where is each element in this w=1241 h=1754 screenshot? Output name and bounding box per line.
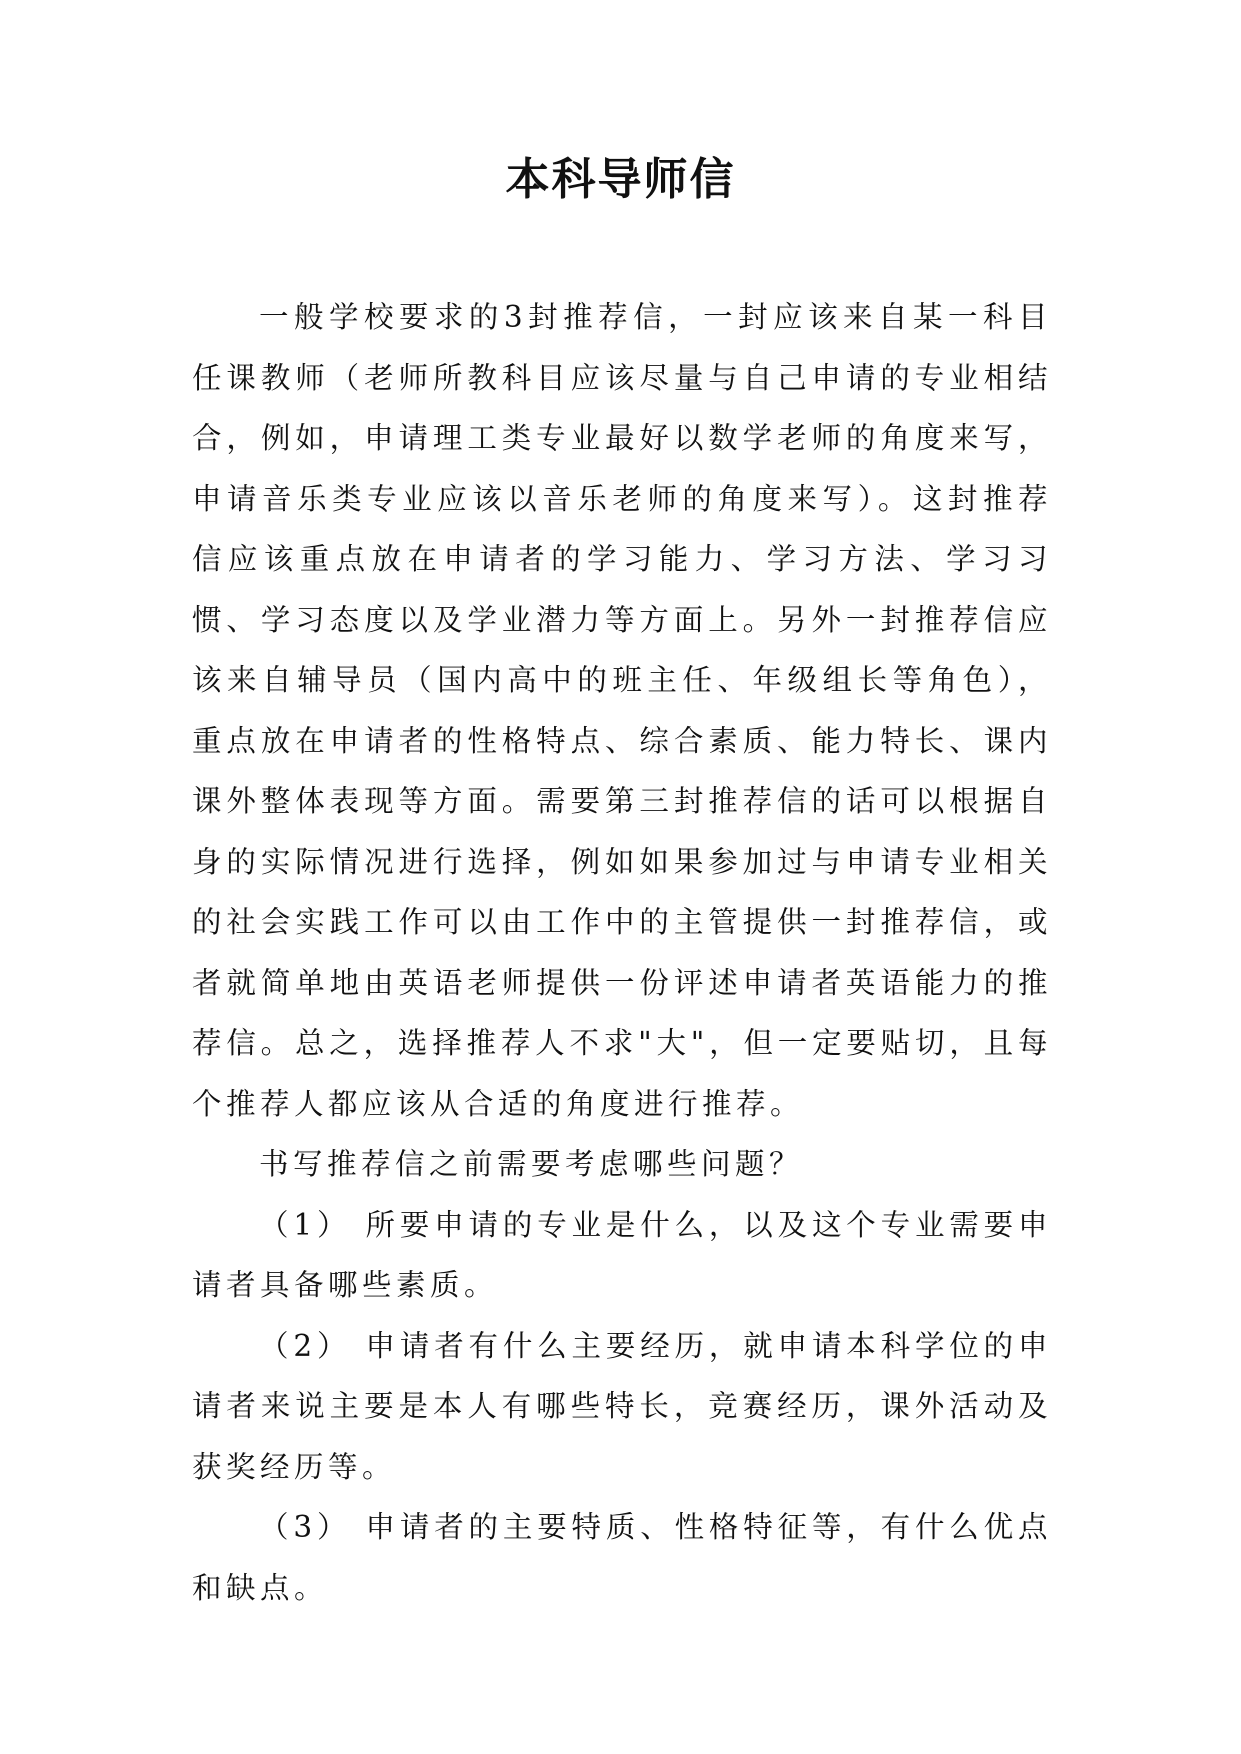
paragraph-recommendation-overview: 一般学校要求的3封推荐信，一封应该来自某一科目任课教师（老师所教科目应该尽量与自己申请的专业相结合，例如，申请理工类专业最好以数学老师的角度来写，申请音乐类专业应该以音乐老师的角度来写）。这封推荐信应该重点放在申请者的学习能力、学习方法、学习习惯、学习态度以及学业潜力等方面上。另外一封推荐信应该来自辅导员（国内高中的班主任、年级组长等角色），重点放在申请者的性格特点、综合素质、能力特长、课内课外整体表现等方面。需要第三封推荐信的话可以根据自身的实际情况进行选择，例如如果参加过与申请专业相关的社会实践工作可以由工作中的主管提供一封推荐信，或者就简单地由英语老师提供一份评述申请者英语能力的推荐信。总之，选择推荐人不求"大"，但一定要贴切，且每个推荐人都应该从合适的角度进行推荐。	[192, 300, 1052, 1121]
document-title: 本科导师信	[505, 154, 736, 205]
paragraph-question-2: （2） 申请者有什么主要经历，就申请本科学位的申请者来说主要是本人有哪些特长，竞赛经历，课外活动及获奖经历等。	[192, 1328, 1052, 1484]
paragraph-question-1: （1） 所要申请的专业是什么，以及这个专业需要申请者具备哪些素质。	[192, 1207, 1052, 1302]
paragraph-question-3: （3） 申请者的主要特质、性格特征等，有什么优点和缺点。	[192, 1510, 1052, 1605]
paragraph-questions-heading: 书写推荐信之前需要考虑哪些问题？	[259, 1147, 804, 1181]
document-body	[192, 287, 1052, 1618]
